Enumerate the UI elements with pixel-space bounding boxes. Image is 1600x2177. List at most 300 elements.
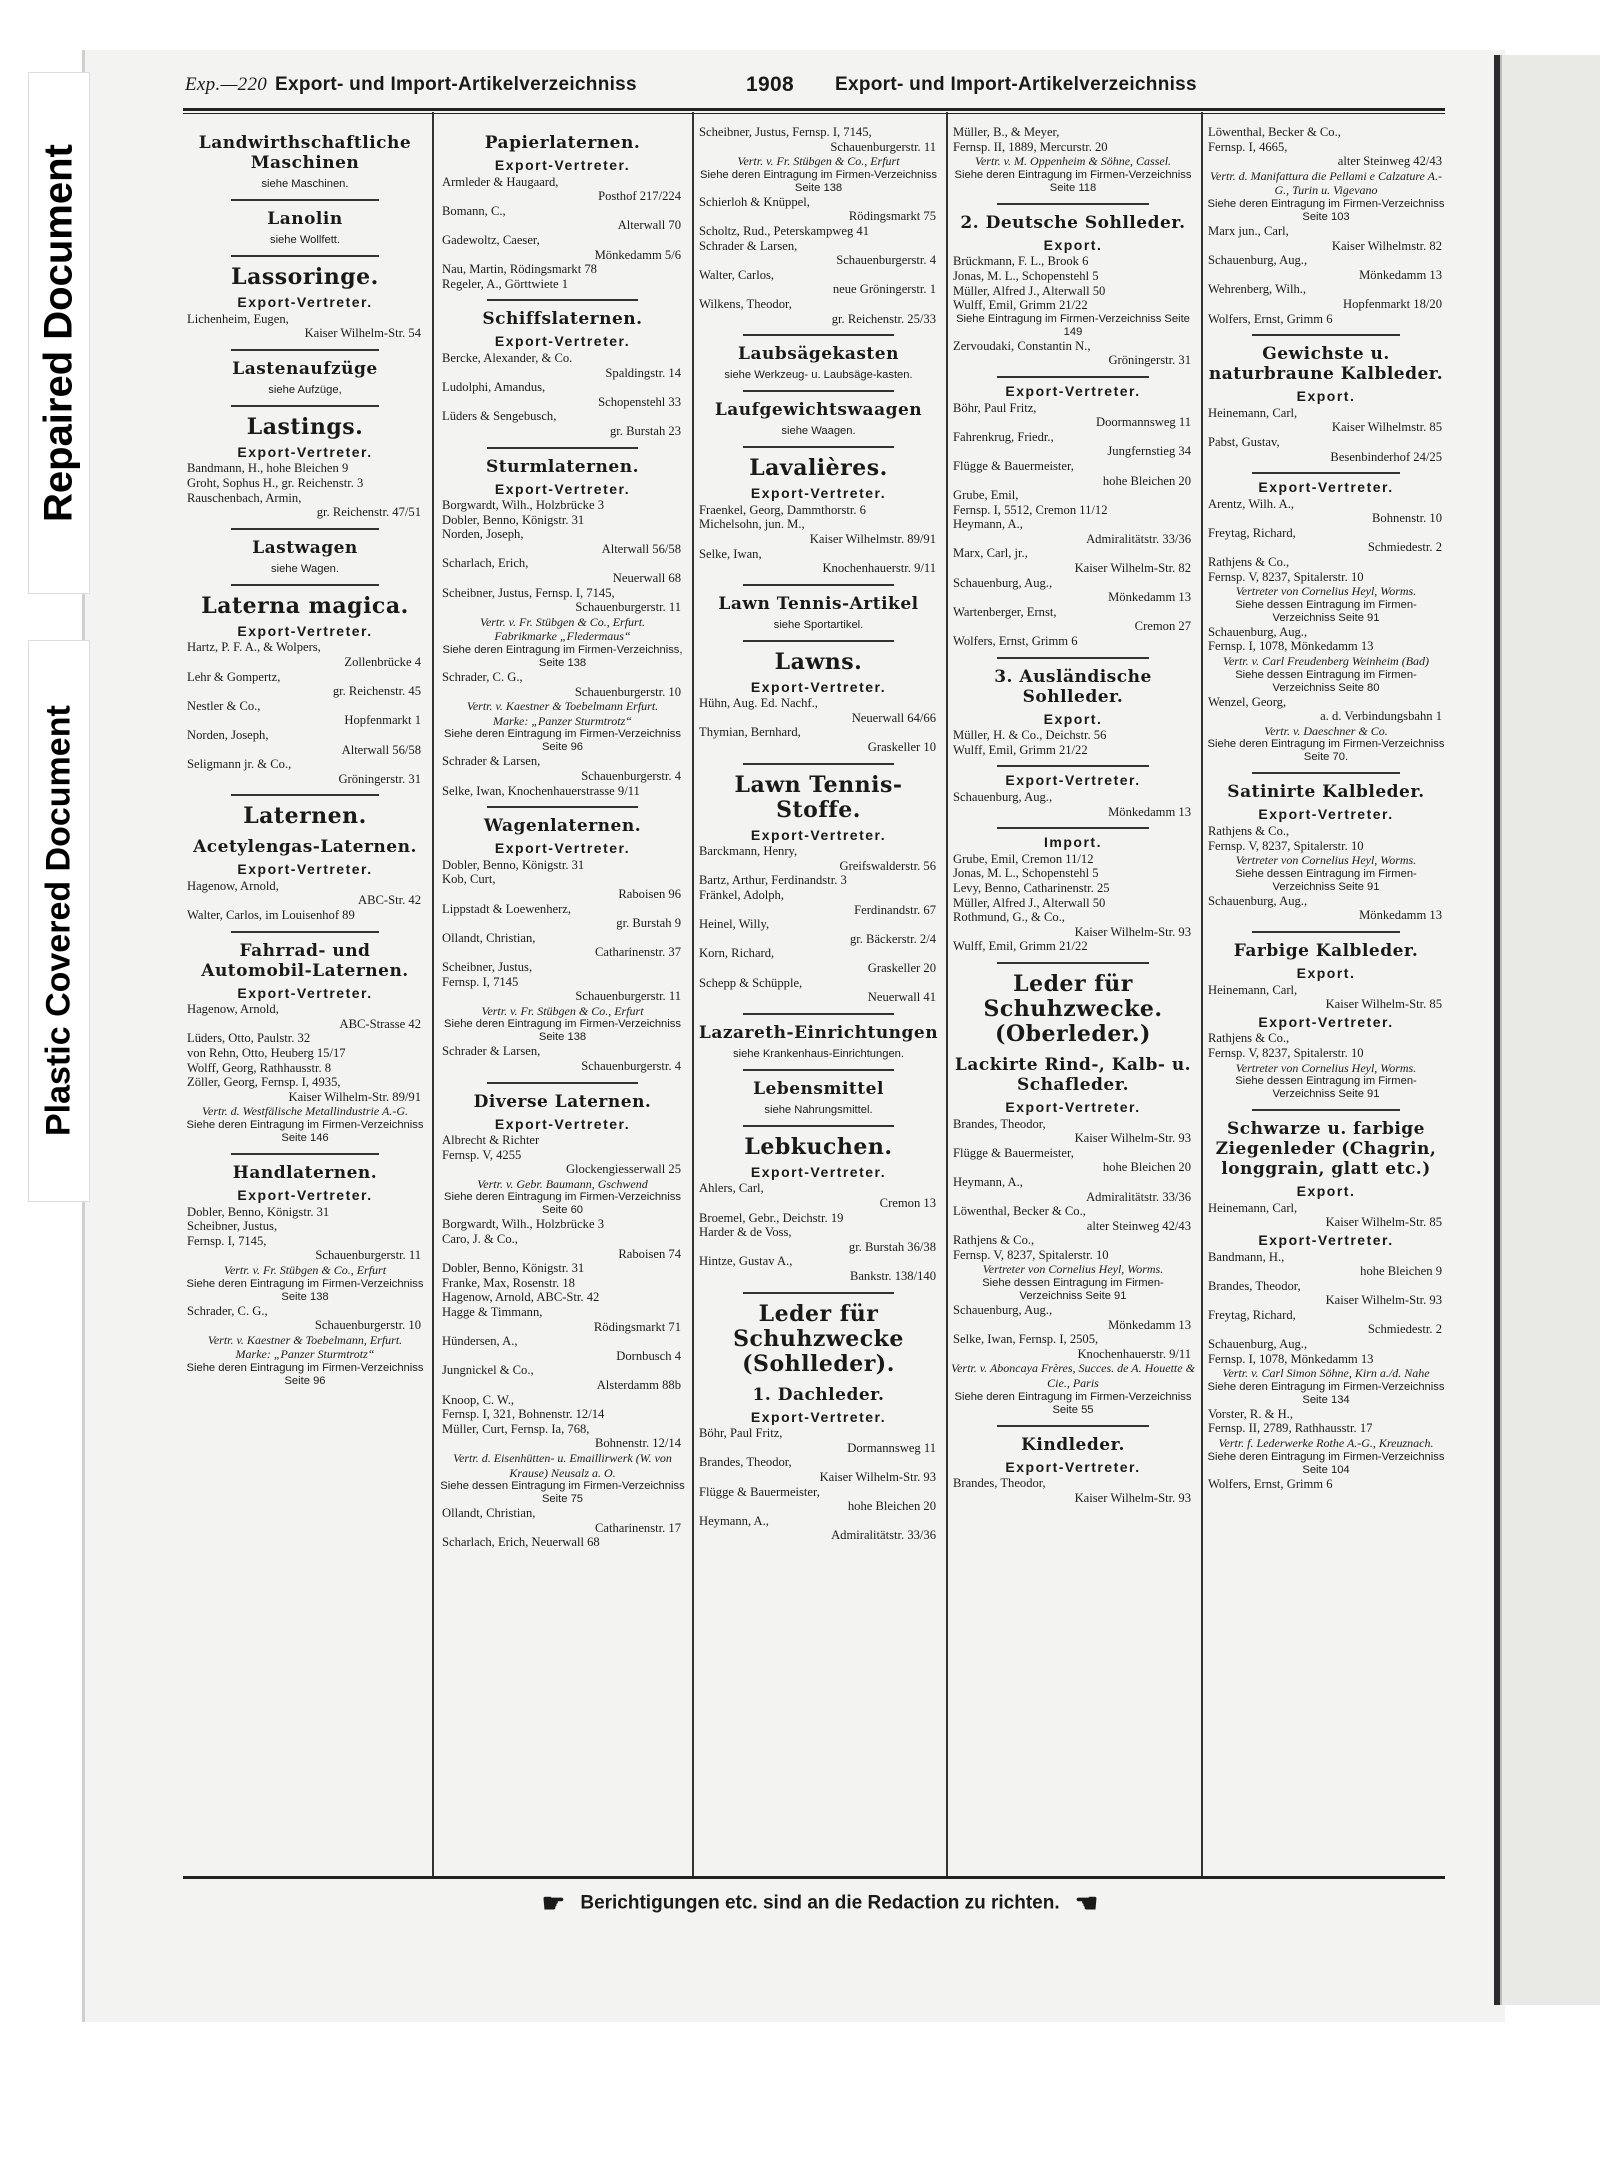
entry: Mönkedamm 13	[1108, 804, 1191, 819]
entry: Brandes, Theodor,	[953, 1476, 1046, 1491]
entry: Heymann, A.,	[953, 1174, 1023, 1189]
subheading: Export-Vertreter.	[1005, 772, 1141, 789]
entry: Zervoudaki, Constantin N.,	[953, 338, 1091, 353]
entry: Gröningerstr. 31	[1108, 353, 1191, 368]
footer-text: Berichtigungen etc. sind an die Redaction zu richten.	[580, 1892, 1060, 1914]
entry: Müller, Curt, Fernsp. Ia, 768,	[442, 1421, 590, 1436]
entry: Albrecht & Richter	[442, 1133, 540, 1148]
entry: Schierloh & Knüppel,	[699, 194, 810, 209]
entry: Borgwardt, Wilh., Holzbrücke 3	[442, 1217, 605, 1232]
entry: Kaiser Wilhelmstr. 85	[1331, 420, 1442, 435]
representation-note: Vertr. d. Eisenhütten- u. Emaillirwerk (W. von Krause) Neusalz a. O.	[453, 1450, 672, 1480]
separator	[487, 806, 639, 808]
entry: Flügge & Bauermeister,	[953, 1145, 1074, 1160]
entry: Scharlach, Erich,	[442, 556, 529, 571]
header-rule	[183, 108, 1445, 111]
representation-note: Vertreter von Cornelius Heyl, Worms.	[1235, 853, 1417, 868]
entry: Freytag, Richard,	[1208, 1307, 1296, 1322]
entry: Vorster, R. & H.,	[1208, 1406, 1293, 1421]
separator	[743, 390, 894, 392]
entry: Rödingsmarkt 71	[593, 1319, 681, 1334]
separator	[231, 349, 380, 351]
entry: Fernsp. II, 1889, Mercurstr. 20	[953, 139, 1108, 154]
separator	[487, 1082, 639, 1084]
entry: Mönkedamm 13	[1108, 1317, 1191, 1332]
entry: Catharinenstr. 37	[594, 945, 681, 960]
entry: Ludolphi, Amandus,	[442, 380, 546, 395]
entry: Wolff, Georg, Rathhausstr. 8	[187, 1060, 332, 1075]
heading: Laubsägekasten	[738, 344, 899, 365]
heading: Lanolin	[267, 209, 343, 229]
header-rule-thin	[183, 113, 1445, 114]
entry: Ahlers, Carl,	[699, 1181, 764, 1196]
separator	[1252, 931, 1401, 933]
entry: Broemel, Gebr., Deichstr. 19	[699, 1210, 844, 1225]
entry: gr. Reichenstr. 45	[332, 684, 421, 699]
heading: 3. Ausländische Sohlleder.	[994, 666, 1152, 707]
entry: Fernsp. I, 321, Bohnenstr. 12/14	[442, 1407, 605, 1422]
subheading: Export-Vertreter.	[494, 1115, 631, 1132]
representation-note: Vertreter von Cornelius Heyl, Worms.	[1235, 1060, 1417, 1075]
entry: Kaiser Wilhelmstr. 89/91	[809, 531, 936, 546]
subheading: Export-Vertreter.	[1005, 382, 1141, 399]
entry: Schmiedestr. 2	[1367, 540, 1442, 555]
adjacent-page-edge	[1500, 55, 1600, 2005]
entry: Dobler, Benno, Königstr. 31	[442, 1261, 585, 1276]
entry: Alterwall 56/58	[601, 541, 681, 556]
separator	[231, 1153, 380, 1155]
subheading: Export-Vertreter.	[750, 1163, 887, 1180]
entry: Hopfenmarkt 18/20	[1343, 296, 1442, 311]
entry: Mönkedamm 13	[1108, 590, 1191, 605]
entry: Mönkedamm 13	[1359, 908, 1442, 923]
heading: Papierlaternen.	[484, 133, 641, 153]
separator	[231, 584, 380, 586]
subheading: Export.	[1043, 710, 1103, 727]
entry: Kaiser Wilhelmstr. 82	[1331, 238, 1442, 253]
entry: Schauenburg, Aug.,	[953, 790, 1053, 804]
page-header	[185, 68, 1475, 102]
entry: Schauenburg, Aug.,	[1208, 253, 1308, 268]
entry: Heymann, A.,	[953, 517, 1023, 532]
entry: Arentz, Wilh. A.,	[1208, 496, 1295, 511]
subheading: Export-Vertreter.	[1258, 479, 1394, 496]
entry: Scheibner, Justus,	[187, 1219, 278, 1234]
entry: Dornbusch 4	[616, 1348, 681, 1363]
entry: Zollenbrücke 4	[344, 654, 421, 669]
separator	[997, 657, 1148, 659]
register-note: Siehe dessen Eintragung im Firmen-Verzeichniss Seite 91	[1235, 867, 1417, 893]
entry: Fernsp. V, 4255	[442, 1147, 522, 1162]
representation-note: Vertr. v. Carl Freudenberg Weinheim (Bad)	[1222, 654, 1430, 669]
entry: Dormannsweg 11	[847, 1440, 936, 1455]
entry: Alterwall 70	[617, 218, 681, 233]
header-year: 1908	[746, 73, 794, 96]
entry: Heinemann, Carl,	[1208, 1200, 1298, 1215]
entry: Schauenburgerstr. 4	[581, 1058, 681, 1073]
separator	[743, 1292, 894, 1294]
entry: Schauenburgerstr. 11	[315, 1248, 421, 1263]
entry: Scheibner, Justus, Fernsp. I, 7145,	[699, 125, 872, 139]
heading: Fahrrad- und Automobil-Laternen.	[201, 940, 409, 981]
heading: Lebkuchen.	[744, 1133, 893, 1160]
entry: Neuerwall 41	[867, 990, 936, 1005]
entry: Nestler & Co.,	[187, 698, 261, 713]
entry: Glockengiesserwall 25	[565, 1162, 681, 1177]
entry: Grube, Emil,	[953, 488, 1019, 503]
representation-note: Vertr. v. Daeschner & Co.	[1264, 723, 1388, 738]
entry: Schauenburgerstr. 10	[574, 684, 681, 699]
entry: Schauenburg, Aug.,	[953, 1303, 1053, 1318]
entry: Rauschenbach, Armin,	[187, 490, 302, 505]
entry: Knochenhauerstr. 9/11	[1077, 1346, 1191, 1361]
footer-rule	[183, 1876, 1445, 1879]
entry: Schmiedestr. 2	[1367, 1322, 1442, 1337]
entry: Spaldingstr. 14	[605, 365, 681, 380]
subheading: Export-Vertreter.	[494, 480, 631, 497]
separator	[743, 640, 894, 642]
heading: Lastings.	[246, 413, 364, 440]
see-note: siehe Waagen.	[781, 425, 856, 438]
entry: Fernsp. V, 8237, Spitalerstr. 10	[1208, 1045, 1364, 1060]
subheading: Export.	[1296, 388, 1356, 405]
page-number: Exp.—220	[185, 74, 268, 95]
separator	[997, 962, 1148, 964]
entry: Ferdinandstr. 67	[854, 902, 936, 917]
representation-note: Vertr. v. Fr. Stübgen & Co., Erfurt	[223, 1262, 387, 1277]
entry: Flügge & Bauermeister,	[699, 1484, 820, 1499]
representation-note: Vertr. v. Fr. Stübgen & Co., Erfurt.	[479, 614, 646, 629]
entry: Dobler, Benno, Königstr. 31	[442, 857, 585, 872]
column-2	[440, 125, 685, 1855]
separator	[997, 1425, 1148, 1427]
see-note: siehe Sportartikel.	[773, 618, 864, 631]
entry: Wartenberger, Ernst,	[953, 604, 1057, 619]
entry: Schauenburg, Aug.,	[953, 575, 1053, 590]
entry: Kaiser Wilhelm-Str. 89/91	[288, 1089, 421, 1104]
entry: Armleder & Haugaard,	[442, 174, 559, 189]
subheading: Export-Vertreter.	[1258, 1013, 1394, 1030]
entry: Schauenburg, Aug.,	[1208, 893, 1308, 908]
entry: Heinel, Willy,	[699, 917, 770, 932]
heading: Gewichste u. naturbraune Kalbleder.	[1208, 344, 1444, 385]
heading: Lavalières.	[749, 455, 888, 482]
entry: Gadewoltz, Caeser,	[442, 232, 540, 247]
heading: Schiffslaternen.	[482, 309, 643, 330]
entry: Löwenthal, Becker & Co.,	[953, 1204, 1086, 1219]
entry: Müller, H. & Co., Deichstr. 56	[953, 728, 1107, 743]
heading: Sturmlaternen.	[486, 456, 639, 477]
entry: Norden, Joseph,	[442, 527, 524, 542]
entry: gr. Reichenstr. 47/51	[316, 505, 421, 520]
separator	[743, 584, 894, 586]
see-note: siehe Krankenhaus-Einrichtungen.	[732, 1047, 905, 1060]
entry: gr. Burstah 9	[616, 916, 681, 931]
entry: Schauenburgerstr. 11	[830, 139, 936, 154]
entry: Schauenburgerstr. 4	[836, 253, 936, 268]
entry: Fernsp. II, 2789, Rathhausstr. 17	[1208, 1421, 1373, 1436]
heading: Lawns.	[774, 648, 863, 675]
entry: Fernsp. I, 1078, Mönkedamm 13	[1208, 639, 1374, 654]
subheading: Export-Vertreter.	[750, 826, 887, 843]
entry: Lippstadt & Loewenherz,	[442, 901, 572, 916]
entry: Groht, Sophus H., gr. Reichenstr. 3	[187, 475, 364, 490]
representation-note: Vertr. v. Kaestner & Toebelmann, Erfurt.	[207, 1332, 403, 1347]
entry: Kaiser Wilhelm-Str. 93	[1074, 1131, 1191, 1146]
entry: Greifswalderstr. 56	[839, 858, 936, 873]
entry: Wenzel, Georg,	[1208, 694, 1287, 709]
separator	[487, 299, 639, 301]
entry: Brückmann, F. L., Brook 6	[953, 254, 1089, 269]
representation-note: Vertr. v. Kaestner & Toebelmann Erfurt.	[466, 699, 659, 714]
entry: Scharlach, Erich, Neuerwall 68	[442, 1535, 600, 1550]
separator	[231, 199, 380, 201]
separator	[231, 931, 380, 933]
heading: Lawn Tennis-Stoffe.	[734, 771, 903, 823]
entry: Marx jun., Carl,	[1208, 223, 1289, 238]
entry: Selke, Iwan, Knochenhauerstrasse 9/11	[442, 783, 640, 798]
column-divider	[1201, 112, 1203, 1876]
entry: Lehr & Gompertz,	[187, 669, 281, 684]
register-note: Siehe dessen Eintragung im Firmen-Verzeichniss Seite 75	[440, 1480, 685, 1506]
separator	[1252, 1109, 1401, 1111]
entry: hohe Bleichen 20	[847, 1499, 936, 1514]
entry: Schrader, C. G.,	[187, 1303, 268, 1318]
entry: Besenbinderhof 24/25	[1330, 449, 1442, 464]
entry: Schauenburgerstr. 10	[314, 1318, 421, 1333]
entry: Fernsp. V, 8237, Spitalerstr. 10	[1208, 569, 1364, 584]
subheading: Export.	[1296, 1183, 1356, 1200]
entry: Schopenstehl 33	[598, 394, 681, 409]
entry: ABC-Str. 42	[358, 893, 421, 908]
heading: Laufgewichtswaagen	[714, 400, 923, 421]
entry: von Rehn, Otto, Heuberg 15/17	[187, 1046, 346, 1061]
entry: Fränkel, Adolph,	[699, 888, 785, 903]
heading: Leder für Schuhzwecke (Sohlleder).	[733, 1300, 904, 1377]
entry: Fernsp. V, 8237, Spitalerstr. 10	[1208, 838, 1364, 853]
heading: Laterna magica.	[201, 592, 409, 619]
entry: Admiralitätstr. 33/36	[831, 1528, 936, 1543]
entry: Brandes, Theodor,	[699, 1455, 792, 1470]
entry: Ollandt, Christian,	[442, 930, 536, 945]
separator	[743, 1069, 894, 1071]
entry: Jonas, M. L., Schopenstehl 5	[953, 866, 1099, 881]
entry: Posthof 217/224	[598, 189, 681, 204]
heading: Schwarze u. farbige Ziegenleder (Chagrin, longgrain, glatt etc.)	[1215, 1119, 1437, 1180]
brand-note: Fabrikmarke „Fledermaus“	[494, 629, 631, 644]
subheading: Import.	[1044, 834, 1102, 851]
entry: Barckmann, Henry,	[699, 844, 798, 859]
subheading: Export-Vertreter.	[237, 861, 373, 878]
register-note: Siehe deren Eintragung im Firmen-Verzeichniss Seite 96	[186, 1361, 424, 1387]
pointing-hand-left-icon: ☚	[1074, 1888, 1099, 1918]
header-title-left: Export- und Import-Artikelverzeichniss	[275, 74, 637, 95]
entry: Fernsp. I, 7145,	[187, 1233, 267, 1248]
representation-note: Vertr. d. Manifattura die Pellami e Calzature A.-G., Turin u. Vigevano	[1210, 168, 1442, 198]
entry: Hagge & Timmann,	[442, 1305, 543, 1320]
entry: Harder & de Voss,	[699, 1225, 792, 1240]
entry: Bandmann, H., hohe Bleichen 9	[187, 461, 349, 476]
entry: Schrader, C. G.,	[442, 670, 523, 685]
entry: Marx, Carl, jr.,	[953, 546, 1028, 561]
entry: hohe Bleichen 20	[1102, 1160, 1191, 1175]
entry: Fahrenkrug, Friedr.,	[953, 429, 1054, 444]
entry: Fernsp. I, 4665,	[1208, 139, 1288, 154]
entry: Scheibner, Justus,	[442, 959, 533, 974]
separator	[1252, 472, 1401, 474]
register-note: Siehe dessen Eintragung im Firmen-Verzeichniss Seite 91	[1235, 598, 1417, 624]
separator	[743, 1125, 894, 1127]
entry: Dobler, Benno, Königstr. 31	[187, 1204, 330, 1219]
see-note: siehe Wollfett.	[269, 234, 341, 246]
entry: Kaiser Wilhelm-Str. 85	[1325, 1215, 1442, 1230]
entry: Mönkedamm 13	[1359, 267, 1442, 282]
entry: gr. Reichenstr. 25/33	[831, 311, 936, 326]
entry: Bohnenstr. 10	[1372, 511, 1442, 526]
see-note: siehe Wagen.	[271, 562, 339, 575]
entry: Jungnickel & Co.,	[442, 1363, 534, 1378]
subheading: Export-Vertreter.	[237, 984, 373, 1001]
entry: Franke, Max, Rosenstr. 18	[442, 1275, 575, 1290]
heading: Satinirte Kalbleder.	[1227, 782, 1425, 803]
heading: Acetylengas-Laternen.	[193, 837, 417, 858]
separator	[231, 794, 380, 796]
heading: Farbige Kalbleder.	[1233, 940, 1419, 961]
column-5	[1206, 125, 1446, 1855]
footer-notice	[440, 1888, 1200, 1919]
entry: Wolfers, Ernst, Grimm 6	[1208, 1476, 1333, 1491]
register-note: Siehe dessen Eintragung im Firmen-Verzeichniss Seite 91	[982, 1277, 1164, 1303]
entry: Selke, Iwan,	[699, 546, 762, 561]
entry: Brandes, Theodor,	[953, 1116, 1046, 1131]
column-divider	[692, 112, 694, 1876]
entry: Neuerwall 64/66	[851, 710, 936, 725]
separator	[997, 765, 1148, 767]
heading: Lastenaufzüge	[232, 358, 378, 379]
heading: Laternen.	[243, 803, 367, 830]
repaired-document-label: Repaired Document	[28, 72, 90, 594]
entry: Böhr, Paul Fritz,	[953, 400, 1037, 415]
separator	[231, 255, 380, 257]
subheading: Export-Vertreter.	[237, 443, 373, 460]
entry: Thymian, Bernhard,	[699, 725, 801, 740]
entry: Catharinenstr. 17	[594, 1520, 681, 1535]
entry: Hartz, P. F. A., & Wolpers,	[187, 640, 321, 655]
register-note: Siehe deren Eintragung im Firmen-Verzeichniss Seite 104	[1207, 1450, 1445, 1476]
entry: Lichenheim, Eugen,	[187, 311, 289, 326]
entry: Bercke, Alexander, & Co.	[442, 350, 573, 365]
entry: Kob, Curt,	[442, 872, 496, 887]
register-note: Siehe dessen Eintragung im Firmen-Verzeichniss Seite 80	[1235, 668, 1417, 694]
heading: Lastwagen	[252, 537, 358, 558]
separator	[743, 763, 894, 765]
separator	[231, 528, 380, 530]
entry: Wolfers, Ernst, Grimm 6	[953, 634, 1078, 649]
entry: alter Steinweg 42/43	[1086, 1218, 1191, 1233]
entry: Bartz, Arthur, Ferdinandstr. 3	[699, 873, 847, 888]
entry: Schrader & Larsen,	[442, 1044, 541, 1059]
entry: Fernsp. I, 1078, Mönkedamm 13	[1208, 1351, 1374, 1366]
entry: Jungfernstieg 34	[1107, 444, 1191, 459]
entry: Wulff, Emil, Grimm 21/22	[953, 742, 1088, 757]
column-4	[951, 125, 1195, 1855]
entry: Fernsp. V, 8237, Spitalerstr. 10	[953, 1247, 1109, 1262]
entry: Scholtz, Rud., Peterskampweg 41	[699, 223, 869, 238]
entry: Wolfers, Ernst, Grimm 6	[1208, 311, 1333, 326]
separator	[997, 203, 1148, 205]
entry: Böhr, Paul Fritz,	[699, 1426, 783, 1441]
representation-note: Vertr. v. Carl Simon Söhne, Kirn a./d. Nahe	[1222, 1366, 1430, 1381]
representation-note: Vertr. v. M. Oppenheim & Söhne, Cassel.	[974, 154, 1172, 169]
entry: Schepp & Schüpple,	[699, 975, 803, 990]
entry: Dobler, Benno, Königstr. 31	[442, 512, 585, 527]
heading: Lebensmittel	[753, 1078, 884, 1099]
entry: Hagenow, Arnold, ABC-Str. 42	[442, 1290, 600, 1305]
entry: Hintze, Gustav A.,	[699, 1254, 793, 1269]
entry: Kaiser Wilhelm-Str. 54	[304, 326, 421, 341]
entry: Alsterdamm 88b	[596, 1378, 681, 1392]
brand-note: Marke: „Panzer Sturmtrotz“	[493, 713, 632, 728]
separator	[743, 446, 894, 448]
see-note: siehe Aufzüge,	[268, 383, 342, 396]
entry: Schauenburgerstr. 11	[575, 989, 681, 1004]
subheading: Export-Vertreter.	[750, 678, 887, 695]
entry: Rothmund, G., & Co.,	[953, 910, 1065, 925]
entry: Fernsp. I, 7145	[442, 974, 519, 989]
register-note: Siehe deren Eintragung im Firmen-Verzeichniss Seite 60	[444, 1191, 681, 1217]
entry: Brandes, Theodor,	[1208, 1278, 1301, 1293]
entry: Borgwardt, Wilh., Holzbrücke 3	[442, 498, 605, 513]
entry: Seligmann jr. & Co.,	[187, 757, 292, 772]
entry: Bomann, C.,	[442, 203, 506, 218]
entry: Kaiser Wilhelm-Str. 93	[819, 1469, 936, 1484]
heading: Kindleder.	[1021, 1434, 1125, 1455]
entry: Heinemann, Carl,	[1208, 982, 1298, 997]
entry: Freytag, Richard,	[1208, 525, 1296, 540]
entry: gr. Burstah 23	[609, 423, 681, 438]
register-note: Siehe deren Eintragung im Firmen-Verzeichniss Seite 70.	[1207, 738, 1445, 764]
entry: Schauenburgerstr. 11	[575, 600, 681, 615]
subheading: Export-Vertreter.	[1005, 1458, 1141, 1475]
entry: Hühn, Aug. Ed. Nachf.,	[699, 696, 818, 711]
separator	[487, 447, 639, 449]
entry: Schrader & Larsen,	[442, 754, 541, 769]
entry: Mönkedamm 5/6	[594, 247, 681, 262]
entry: Bankstr. 138/140	[849, 1268, 936, 1283]
entry: Levy, Benno, Catharinenstr. 25	[953, 880, 1110, 895]
entry: Müller, Alfred J., Alterwall 50	[953, 283, 1106, 298]
entry: Graskeller 20	[867, 961, 936, 975]
entry: gr. Burstah 36/38	[848, 1239, 936, 1254]
entry: Raboisen 96	[618, 886, 681, 901]
separator	[743, 334, 894, 336]
entry: Doormannsweg 11	[1095, 415, 1191, 430]
representation-note: Vertr. v. Aboncaya Frères, Succes. de A. Houette & Cie., Paris	[951, 1361, 1195, 1391]
entry: Rödingsmarkt 75	[848, 209, 936, 224]
entry: Graskeller 10	[867, 740, 936, 755]
entry: Fernsp. I, 5512, Cremon 11/12	[953, 502, 1108, 517]
subheading: Export-Vertreter.	[494, 840, 631, 857]
entry: Wulff, Emil, Grimm 21/22	[953, 939, 1088, 954]
heading: 1. Dachleder.	[752, 1384, 885, 1405]
heading: Landwirthschaftliche Maschinen	[198, 133, 412, 173]
entry: gr. Bäckerstr. 2/4	[849, 931, 936, 946]
entry: Flügge & Bauermeister,	[953, 458, 1074, 473]
subheading: Export.	[1296, 964, 1356, 981]
subheading: Export-Vertreter.	[1258, 806, 1394, 823]
register-note: Siehe Eintragung im Firmen-Verzeichniss Seite 149	[956, 312, 1190, 338]
subheading: Export-Vertreter.	[237, 294, 373, 310]
